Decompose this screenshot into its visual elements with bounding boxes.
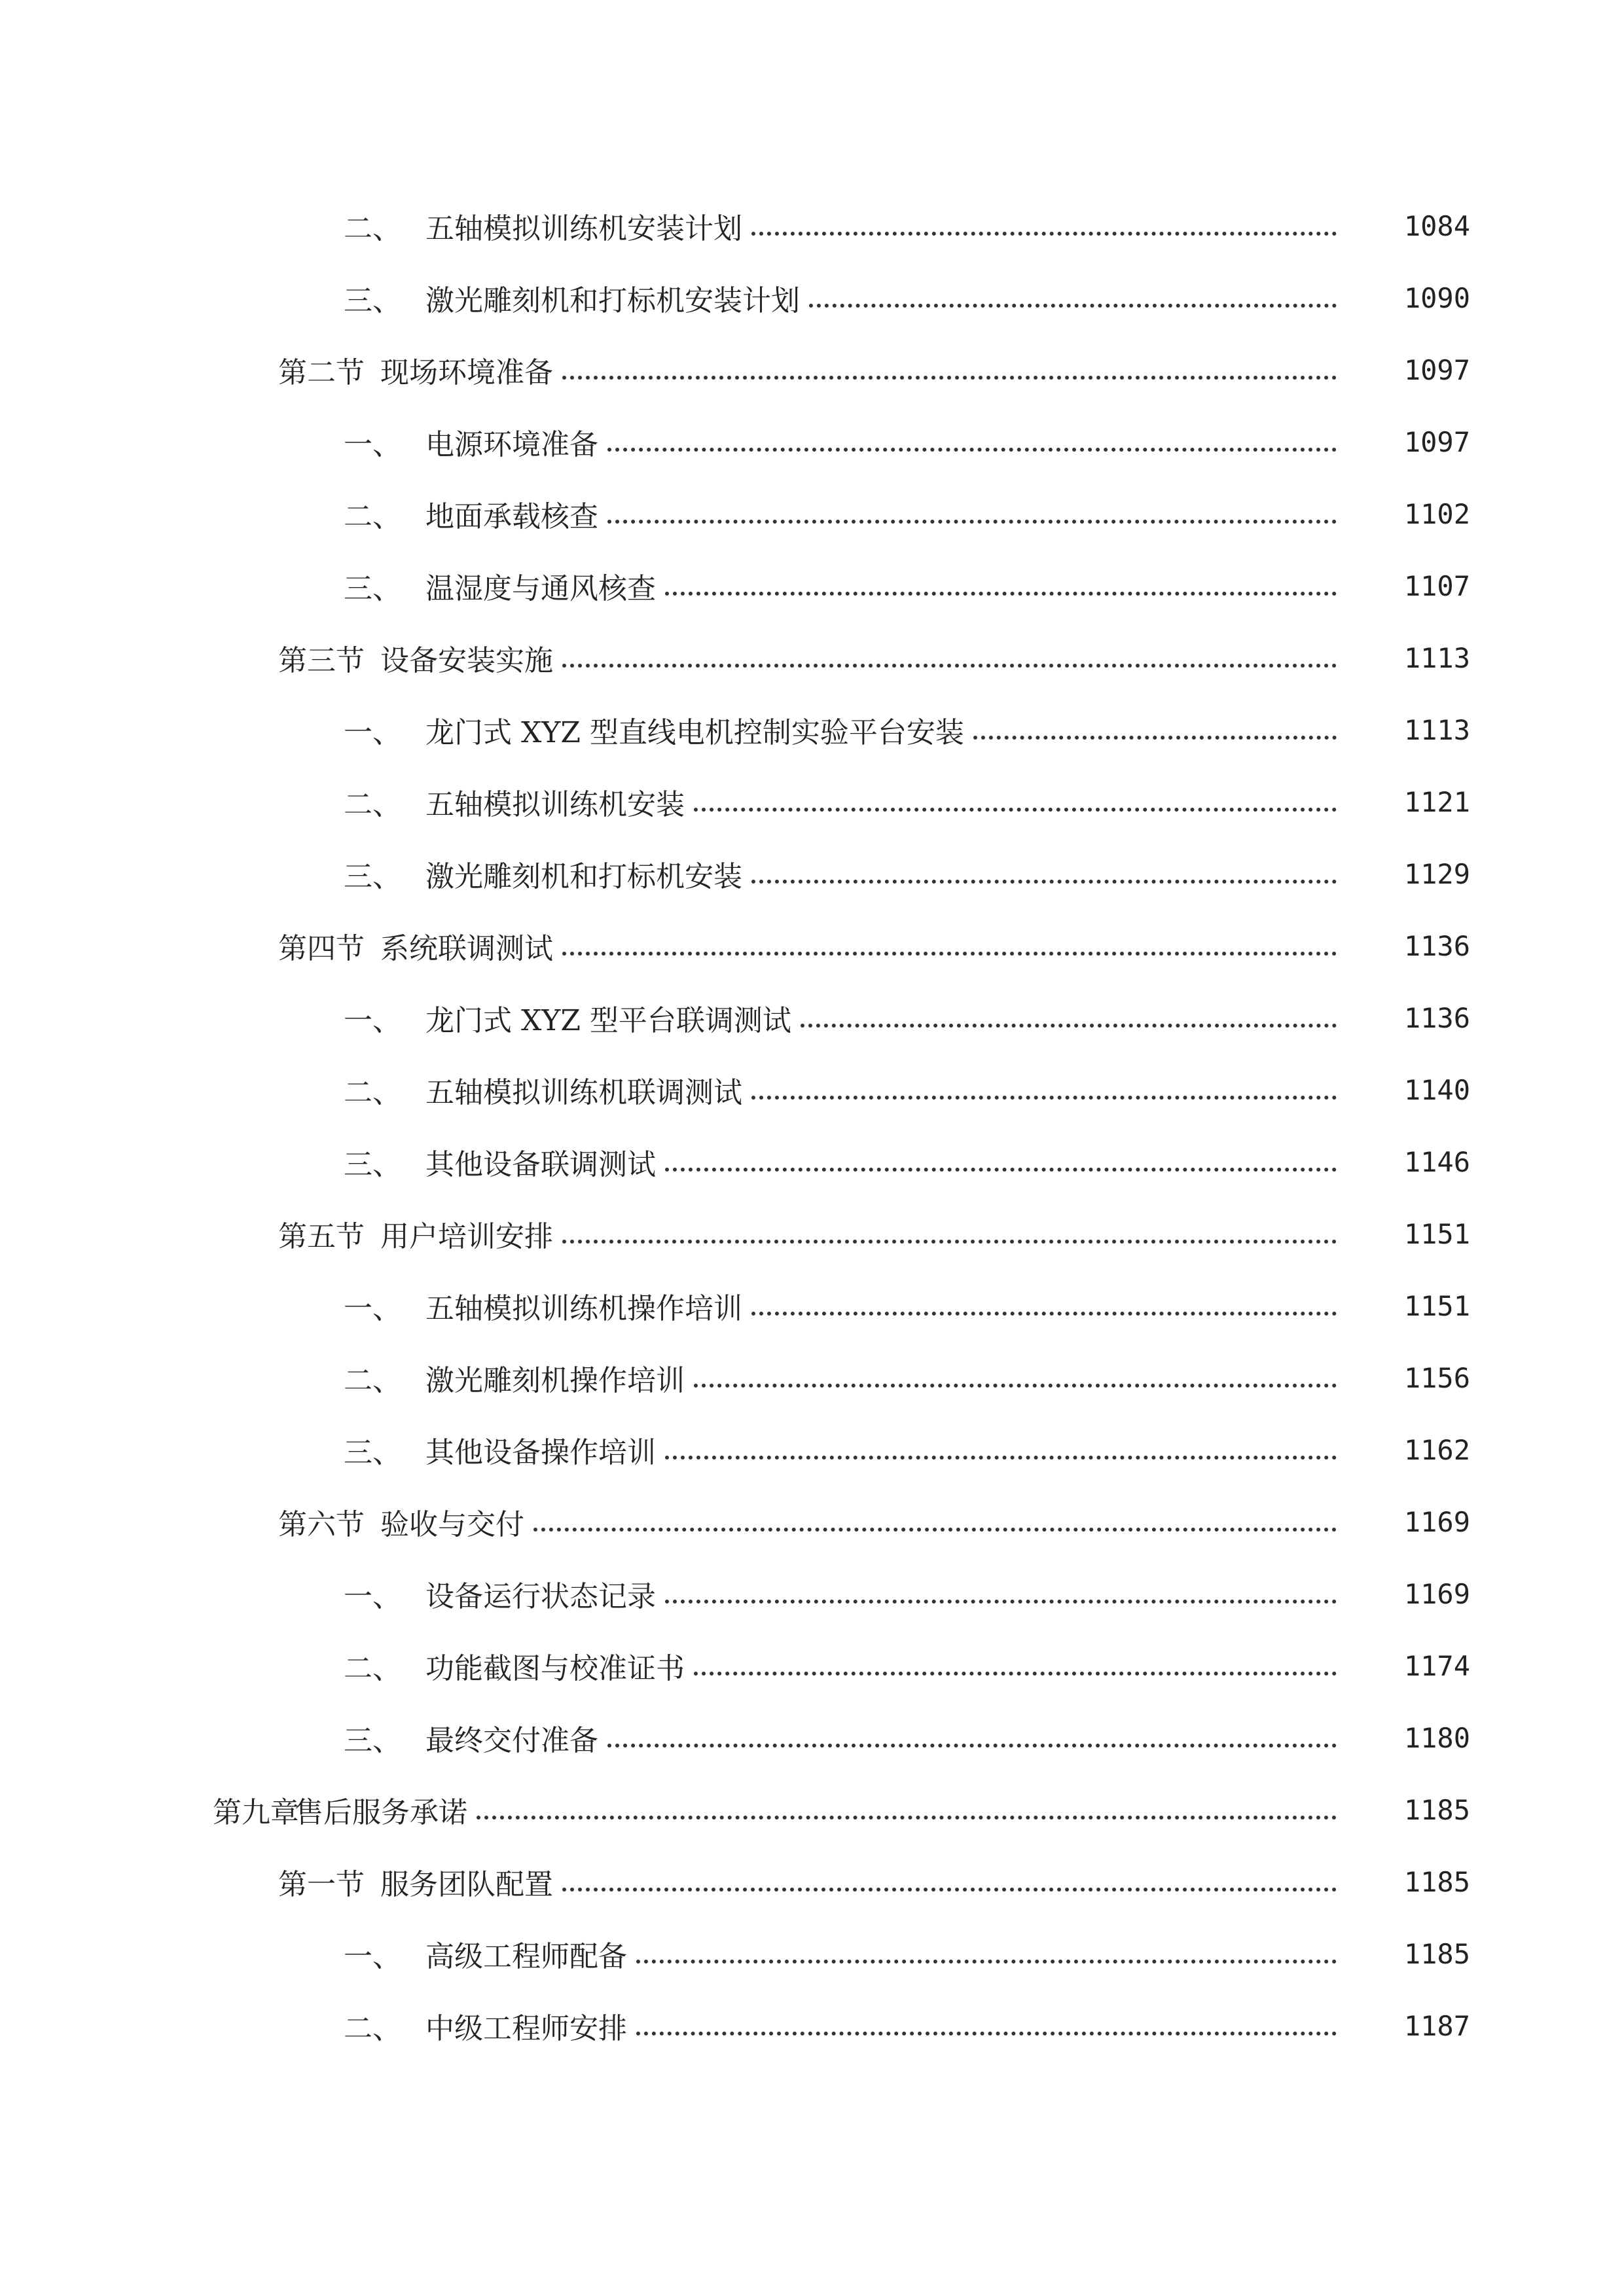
toc-entry-page: 1097 (1403, 353, 1470, 386)
dot-leader (751, 1096, 1337, 1100)
toc-entry-page: 1090 (1403, 281, 1470, 314)
toc-entry[interactable] (0, 766, 1624, 838)
toc-entry-title: 五轴模拟训练机操作培训 (425, 1292, 742, 1325)
toc-entry-number: 三、 (344, 1148, 401, 1181)
toc-entry-number: 二、 (344, 1652, 401, 1685)
dot-leader (533, 1528, 1337, 1532)
toc-entry[interactable] (0, 262, 1624, 334)
toc-entry[interactable] (0, 982, 1624, 1054)
dot-leader (751, 1312, 1337, 1316)
toc-entry-title: 高级工程师配备 (425, 1940, 627, 1973)
toc-entry-number: 二、 (344, 1364, 401, 1397)
toc-entry-title: 现场环境准备 (380, 356, 553, 389)
toc-entry-number: 三、 (344, 284, 401, 317)
toc-entry-title: 售后服务承诺 (295, 1796, 467, 1829)
toc-entry[interactable] (0, 694, 1624, 766)
toc-entry-number: 一、 (344, 428, 401, 461)
toc-entry-title: 五轴模拟训练机安装计划 (425, 212, 742, 245)
toc-entry-number: 第九章 (213, 1796, 299, 1829)
dot-leader (694, 1672, 1337, 1676)
toc-entry-title: 其他设备操作培训 (425, 1436, 656, 1469)
dot-leader (562, 664, 1337, 668)
toc-entry[interactable] (0, 1774, 1624, 1846)
toc-entry[interactable] (0, 1054, 1624, 1126)
toc-entry-page: 1146 (1403, 1145, 1470, 1178)
dot-leader (607, 520, 1337, 524)
toc-entry-page: 1151 (1403, 1217, 1470, 1250)
dot-leader (477, 1816, 1337, 1820)
toc-entry-page: 1107 (1403, 569, 1470, 602)
toc-entry-number: 二、 (344, 212, 401, 245)
dot-leader (607, 1744, 1337, 1748)
toc-entry-page: 1140 (1403, 1073, 1470, 1106)
toc-entry-number: 二、 (344, 2012, 401, 2045)
toc-entry-title: 龙门式 XYZ 型平台联调测试 (425, 1004, 791, 1037)
toc-entry-page: 1129 (1403, 857, 1470, 890)
toc-entry[interactable] (0, 478, 1624, 550)
toc-entry-number: 第二节 (278, 356, 365, 389)
dot-leader (751, 232, 1337, 236)
toc-entry-page: 1185 (1403, 1793, 1470, 1826)
toc-entry[interactable] (0, 1342, 1624, 1414)
toc-entry-number: 二、 (344, 1076, 401, 1109)
toc-entry-title: 中级工程师安排 (425, 2012, 627, 2045)
dot-leader (562, 952, 1337, 956)
toc-entry-page: 1113 (1403, 713, 1470, 746)
toc-entry[interactable] (0, 1558, 1624, 1630)
toc-entry[interactable] (0, 1990, 1624, 2062)
dot-leader (562, 1240, 1337, 1244)
toc-entry-page: 1162 (1403, 1433, 1470, 1466)
toc-entry-title: 服务团队配置 (380, 1868, 553, 1901)
table-of-contents (0, 190, 1624, 2062)
dot-leader (694, 1384, 1337, 1388)
dot-leader (665, 1168, 1337, 1172)
toc-entry-page: 1174 (1403, 1649, 1470, 1682)
toc-entry-title: 设备安装实施 (380, 644, 553, 677)
toc-entry[interactable] (0, 1630, 1624, 1702)
toc-entry-title: 地面承载核查 (425, 500, 598, 533)
dot-leader (665, 592, 1337, 596)
toc-entry[interactable] (0, 1270, 1624, 1342)
toc-entry[interactable] (0, 1918, 1624, 1990)
toc-entry-title: 激光雕刻机和打标机安装计划 (425, 284, 800, 317)
dot-leader (562, 1888, 1337, 1892)
toc-entry-title: 五轴模拟训练机联调测试 (425, 1076, 742, 1109)
toc-entry[interactable] (0, 838, 1624, 910)
toc-entry-page: 1102 (1403, 497, 1470, 530)
toc-entry-title: 五轴模拟训练机安装 (425, 788, 685, 821)
dot-leader (665, 1456, 1337, 1460)
toc-entry-number: 一、 (344, 1940, 401, 1973)
toc-entry-page: 1169 (1403, 1577, 1470, 1610)
toc-entry-title: 设备运行状态记录 (425, 1580, 656, 1613)
toc-entry-number: 第六节 (278, 1508, 365, 1541)
toc-entry-number: 一、 (344, 1004, 401, 1037)
toc-entry-number: 二、 (344, 788, 401, 821)
toc-entry-number: 一、 (344, 716, 401, 749)
toc-entry-number: 第五节 (278, 1220, 365, 1253)
dot-leader (973, 736, 1337, 740)
toc-entry-page: 1097 (1403, 425, 1470, 458)
toc-entry-page: 1156 (1403, 1361, 1470, 1394)
toc-entry-title: 最终交付准备 (425, 1724, 598, 1757)
dot-leader (751, 880, 1337, 884)
toc-entry-title: 激光雕刻机和打标机安装 (425, 860, 742, 893)
toc-entry-number: 第三节 (278, 644, 365, 677)
dot-leader (636, 2032, 1337, 2036)
toc-entry-page: 1113 (1403, 641, 1470, 674)
toc-entry-page: 1169 (1403, 1505, 1470, 1538)
toc-entry[interactable] (0, 334, 1624, 406)
toc-entry[interactable] (0, 1198, 1624, 1270)
dot-leader (636, 1960, 1337, 1964)
toc-entry[interactable] (0, 910, 1624, 982)
toc-entry[interactable] (0, 622, 1624, 694)
dot-leader (665, 1600, 1337, 1604)
toc-entry-title: 系统联调测试 (380, 932, 553, 965)
toc-entry[interactable] (0, 1846, 1624, 1918)
toc-entry-page: 1151 (1403, 1289, 1470, 1322)
toc-entry-page: 1187 (1403, 2009, 1470, 2042)
toc-entry-page: 1136 (1403, 929, 1470, 962)
toc-entry-page: 1185 (1403, 1937, 1470, 1970)
toc-entry-page: 1185 (1403, 1865, 1470, 1898)
toc-entry-title: 其他设备联调测试 (425, 1148, 656, 1181)
toc-entry-title: 电源环境准备 (425, 428, 598, 461)
toc-entry-page: 1136 (1403, 1001, 1470, 1034)
dot-leader (562, 376, 1337, 380)
dot-leader (809, 304, 1337, 308)
toc-entry[interactable] (0, 406, 1624, 478)
toc-entry-number: 三、 (344, 1724, 401, 1757)
toc-entry-title: 功能截图与校准证书 (425, 1652, 685, 1685)
toc-entry[interactable] (0, 1702, 1624, 1774)
toc-entry-page: 1084 (1403, 209, 1470, 242)
toc-entry-number: 三、 (344, 860, 401, 893)
toc-entry-page: 1121 (1403, 785, 1470, 818)
toc-entry-number: 二、 (344, 500, 401, 533)
toc-entry-title: 激光雕刻机操作培训 (425, 1364, 685, 1397)
toc-entry-number: 三、 (344, 1436, 401, 1469)
toc-entry-title: 用户培训安排 (380, 1220, 553, 1253)
toc-entry-number: 第四节 (278, 932, 365, 965)
toc-entry-title: 龙门式 XYZ 型直线电机控制实验平台安装 (425, 716, 964, 749)
toc-entry[interactable] (0, 190, 1624, 262)
toc-entry[interactable] (0, 550, 1624, 622)
toc-entry-title: 温湿度与通风核查 (425, 572, 656, 605)
toc-entry[interactable] (0, 1414, 1624, 1486)
toc-entry-number: 第一节 (278, 1868, 365, 1901)
dot-leader (694, 808, 1337, 812)
dot-leader (607, 448, 1337, 452)
toc-entry-page: 1180 (1403, 1721, 1470, 1754)
toc-entry[interactable] (0, 1486, 1624, 1558)
toc-entry-number: 一、 (344, 1580, 401, 1613)
toc-entry-number: 三、 (344, 572, 401, 605)
dot-leader (801, 1024, 1337, 1028)
toc-entry-title: 验收与交付 (380, 1508, 524, 1541)
toc-entry[interactable] (0, 1126, 1624, 1198)
toc-entry-number: 一、 (344, 1292, 401, 1325)
